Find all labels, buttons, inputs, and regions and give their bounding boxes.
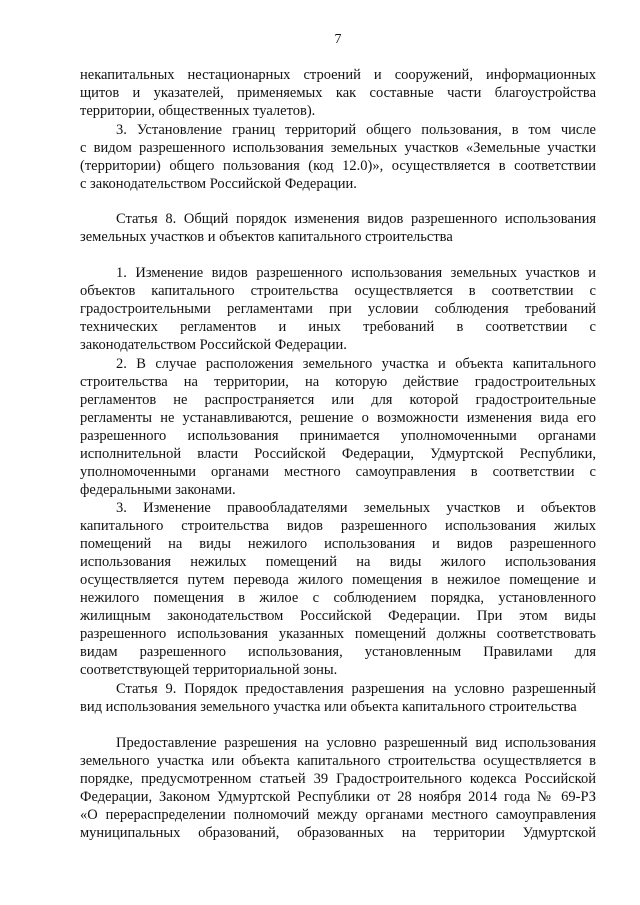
heading-line: вид использования земельного участка или объекта капитального строительства <box>80 699 577 715</box>
text-line: муниципальных образований, образованных на территории Удмуртской <box>80 825 596 841</box>
heading-line: Статья 8. Общий порядок изменения видов разрешенного использования <box>116 211 596 227</box>
text-line: с законодательством Российской Федерации. <box>80 176 357 192</box>
heading-line: земельных участков и объектов капитального строительства <box>80 229 453 245</box>
text-line: разрешенного использования указанных помещений должны соответствовать <box>80 626 596 642</box>
text-line: территории, общественных туалетов). <box>80 103 316 119</box>
text-line: Предоставление разрешения на условно разрешенный вид использования <box>116 735 596 751</box>
text-line: уполномоченными органами местного самоуправления в соответствии с <box>80 464 596 480</box>
heading-line: Статья 9. Порядок предоставления разрешения на условно разрешенный <box>116 681 596 697</box>
text-line: строительства на территории, на которую действие градостроительных <box>80 374 596 390</box>
text-line: порядке, предусмотренном статьей 39 Градостроительного кодекса Российской <box>80 771 596 787</box>
text-line: объектов капитального строительства осуществляется в соответствии с <box>80 283 596 299</box>
text-line: осуществляется путем перевода жилого помещения в нежилое помещение и <box>80 572 596 588</box>
text-line: 2. В случае расположения земельного участка и объекта капитального <box>116 356 596 372</box>
text-line: 3. Изменение правообладателями земельных участков и объектов <box>116 500 596 516</box>
page-number: 7 <box>334 32 342 47</box>
text-line: разрешенного использования принимается уполномоченными органами <box>80 428 596 444</box>
text-line: жилищным законодательством Российской Федерации. При этом виды <box>80 608 596 624</box>
text-line: регламенты не устанавливаются, решение о возможности изменения вида его <box>80 410 596 426</box>
text-line: (территории) общего пользования (код 12.0)», осуществляется в соответствии <box>80 158 596 174</box>
text-line: законодательством Российской Федерации. <box>80 337 347 353</box>
text-line: некапитальных нестационарных строений и сооружений, информационных <box>80 67 596 83</box>
text-line: использования нежилых помещений на виды жилого использования <box>80 554 596 570</box>
text-line: видам разрешенного использования, установленным Правилами для <box>80 644 596 660</box>
text-line: с видом разрешенного использования земельных участков «Земельные участки <box>80 140 596 156</box>
text-line: земельного участка или объекта капитального строительства осуществляется в <box>80 753 596 769</box>
text-line: помещений на виды нежилого использования и видов разрешенного <box>80 536 596 552</box>
text-line: градостроительными регламентами при условии соблюдения требований <box>80 301 596 317</box>
text-line: федеральными законами. <box>80 482 236 498</box>
text-line: капитального строительства видов разрешенного использования жилых <box>80 518 596 534</box>
text-line: технических регламентов и иных требований в соответствии с <box>80 319 596 335</box>
text-line: 1. Изменение видов разрешенного использования земельных участков и <box>116 265 596 281</box>
text-line: регламентов не распространяется или для которой градостроительные <box>80 392 596 408</box>
text-line: Федерации, Законом Удмуртской Республики от 28 ноября 2014 года № 69-РЗ <box>80 789 596 805</box>
text-line: соответствующей территориальной зоны. <box>80 662 338 678</box>
text-line: исполнительной власти Российской Федерации, Удмуртской Республики, <box>80 446 596 462</box>
text-line: нежилого помещения в жилое с соблюдением порядка, установленного <box>80 590 596 606</box>
text-line: щитов и указателей, применяемых как составные части благоустройства <box>80 85 596 101</box>
text-line: 3. Установление границ территорий общего пользования, в том числе <box>116 122 596 138</box>
text-line: «О перераспределении полномочий между органами местного самоуправления <box>80 807 596 823</box>
